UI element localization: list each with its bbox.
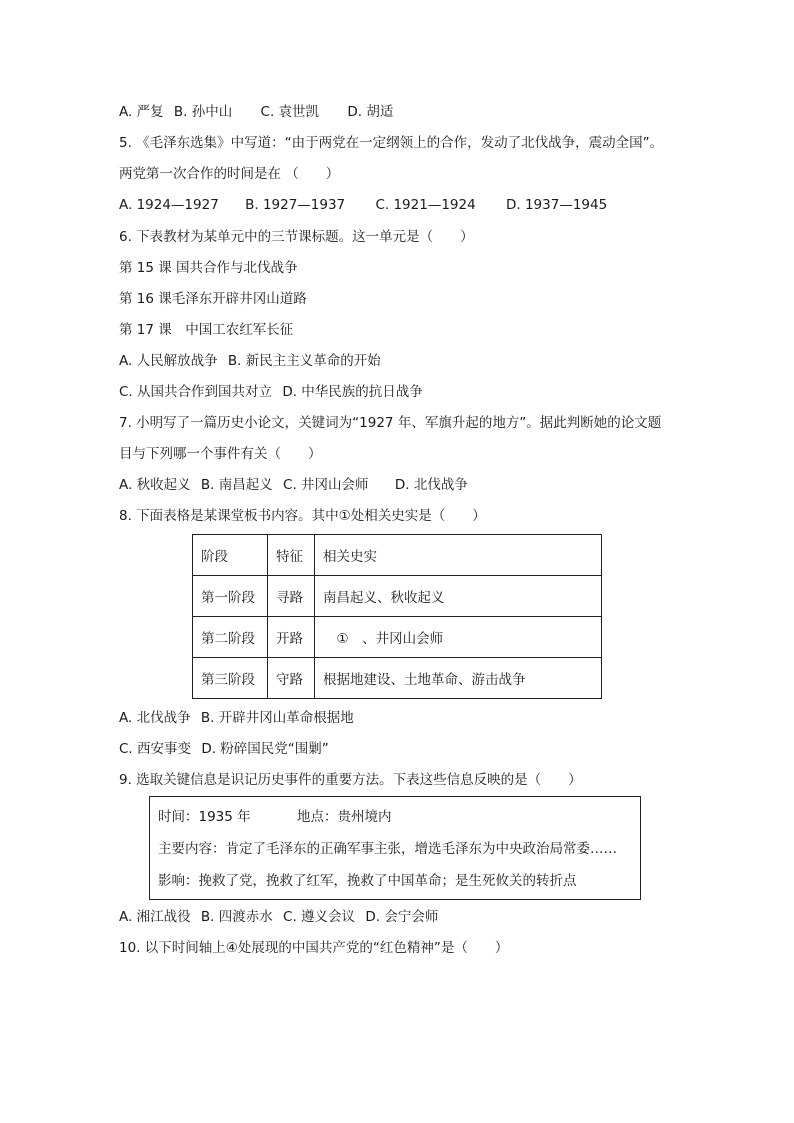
q6-options-row2 xyxy=(119,383,423,401)
q7-stem-line1: 7. 小明写了一篇历史小论文，关键词为“1927 年、军旗升起的地方”。据此判断她的论文题 xyxy=(119,415,662,431)
q9-time: 时间：1935 年 xyxy=(158,809,251,825)
q4-option-b: B. 孙中山 xyxy=(173,104,233,120)
q9-effect: 影响：挽救了党，挽救了红军，挽救了中国革命；是生死攸关的转折点 xyxy=(158,873,577,889)
q4-option-c: C. 袁世凯 xyxy=(260,104,320,120)
table-header-cell: 相关史实 xyxy=(315,535,602,576)
table-cell: 开路 xyxy=(268,617,315,658)
q8-table xyxy=(192,534,602,699)
q9-option-d: D. 会宁会师 xyxy=(365,909,439,925)
q8-option-c: C. 西安事变 xyxy=(119,741,192,757)
q7-options xyxy=(119,476,468,494)
table-cell: 守路 xyxy=(268,658,315,699)
q7-option-d: D. 北伐战争 xyxy=(394,477,468,493)
q9-content: 主要内容：肯定了毛泽东的正确军事主张，增选毛泽东为中央政治局常委…… xyxy=(158,841,617,857)
q5-options xyxy=(119,196,607,214)
table-row xyxy=(193,617,602,658)
q5-stem-line2: 两党第一次合作的时间是在 （ ） xyxy=(119,166,340,182)
q9-stem: 9. 选取关键信息是识记历史事件的重要方法。下表这些信息反映的是（ ） xyxy=(119,772,582,788)
q9-option-b: B. 四渡赤水 xyxy=(200,909,273,925)
q4-option-a: A. 严复 xyxy=(119,104,164,120)
table-row xyxy=(193,535,602,576)
q6-lesson-16: 第 16 课毛泽东开辟井冈山道路 xyxy=(119,291,307,307)
q7-stem-line2: 目与下列哪一个事件有关（ ） xyxy=(119,446,322,462)
q9-time-place-row xyxy=(158,808,391,826)
q10-stem: 10. 以下时间轴上④处展现的中国共产党的“红色精神”是（ ） xyxy=(119,940,509,956)
table-cell: 南昌起义、秋收起义 xyxy=(315,576,602,617)
q6-lesson-17: 第 17 课 中国工农红军长征 xyxy=(119,322,294,338)
q9-info-box xyxy=(149,796,641,900)
q4-options xyxy=(119,103,393,121)
q9-options xyxy=(119,908,438,926)
table-row xyxy=(193,576,602,617)
q5-option-b: B. 1927—1937 xyxy=(245,197,346,213)
q4-option-d: D. 胡适 xyxy=(347,104,394,120)
table-cell: 第二阶段 xyxy=(193,617,268,658)
q7-option-a: A. 秋收起义 xyxy=(119,477,191,493)
q8-option-b: B. 开辟井冈山革命根据地 xyxy=(200,710,354,726)
table-cell: ① 、井冈山会师 xyxy=(315,617,602,658)
q6-options-row1 xyxy=(119,352,381,370)
q7-option-b: B. 南昌起义 xyxy=(200,477,273,493)
q6-option-a: A. 人民解放战争 xyxy=(119,353,218,369)
q7-option-c: C. 井冈山会师 xyxy=(283,477,369,493)
q6-option-b: B. 新民主主义革命的开始 xyxy=(227,353,381,369)
table-cell: 寻路 xyxy=(268,576,315,617)
q6-option-c: C. 从国共合作到国共对立 xyxy=(119,384,273,400)
table-cell: 根据地建设、土地革命、游击战争 xyxy=(315,658,602,699)
q5-stem-line1: 5. 《毛泽东选集》中写道：“由于两党在一定纲领上的合作，发动了北伐战争，震动全国”。 xyxy=(119,135,664,151)
q9-place: 地点：贵州境内 xyxy=(296,809,392,825)
q9-option-a: A. 湘江战役 xyxy=(119,909,191,925)
q6-option-d: D. 中华民族的抗日战争 xyxy=(282,384,423,400)
q5-option-d: D. 1937—1945 xyxy=(505,197,608,213)
table-cell: 第一阶段 xyxy=(193,576,268,617)
table-header-cell: 阶段 xyxy=(193,535,268,576)
q8-stem: 8. 下面表格是某课堂板书内容。其中①处相关史实是（ ） xyxy=(119,508,486,524)
table-row xyxy=(193,658,602,699)
q6-lesson-15: 第 15 课 国共合作与北伐战争 xyxy=(119,260,298,276)
q8-option-a: A. 北伐战争 xyxy=(119,710,191,726)
q6-stem: 6. 下表教材为某单元中的三节课标题。这一单元是（ ） xyxy=(119,229,474,245)
q5-option-c: C. 1921—1924 xyxy=(375,197,476,213)
table-cell: 第三阶段 xyxy=(193,658,268,699)
table-header-cell: 特征 xyxy=(268,535,315,576)
q9-option-c: C. 遵义会议 xyxy=(283,909,356,925)
q5-option-a: A. 1924—1927 xyxy=(119,197,219,213)
q8-options-row1 xyxy=(119,709,354,727)
q8-option-d: D. 粉碎国民党“围剿” xyxy=(201,741,329,757)
q8-options-row2 xyxy=(119,740,329,758)
